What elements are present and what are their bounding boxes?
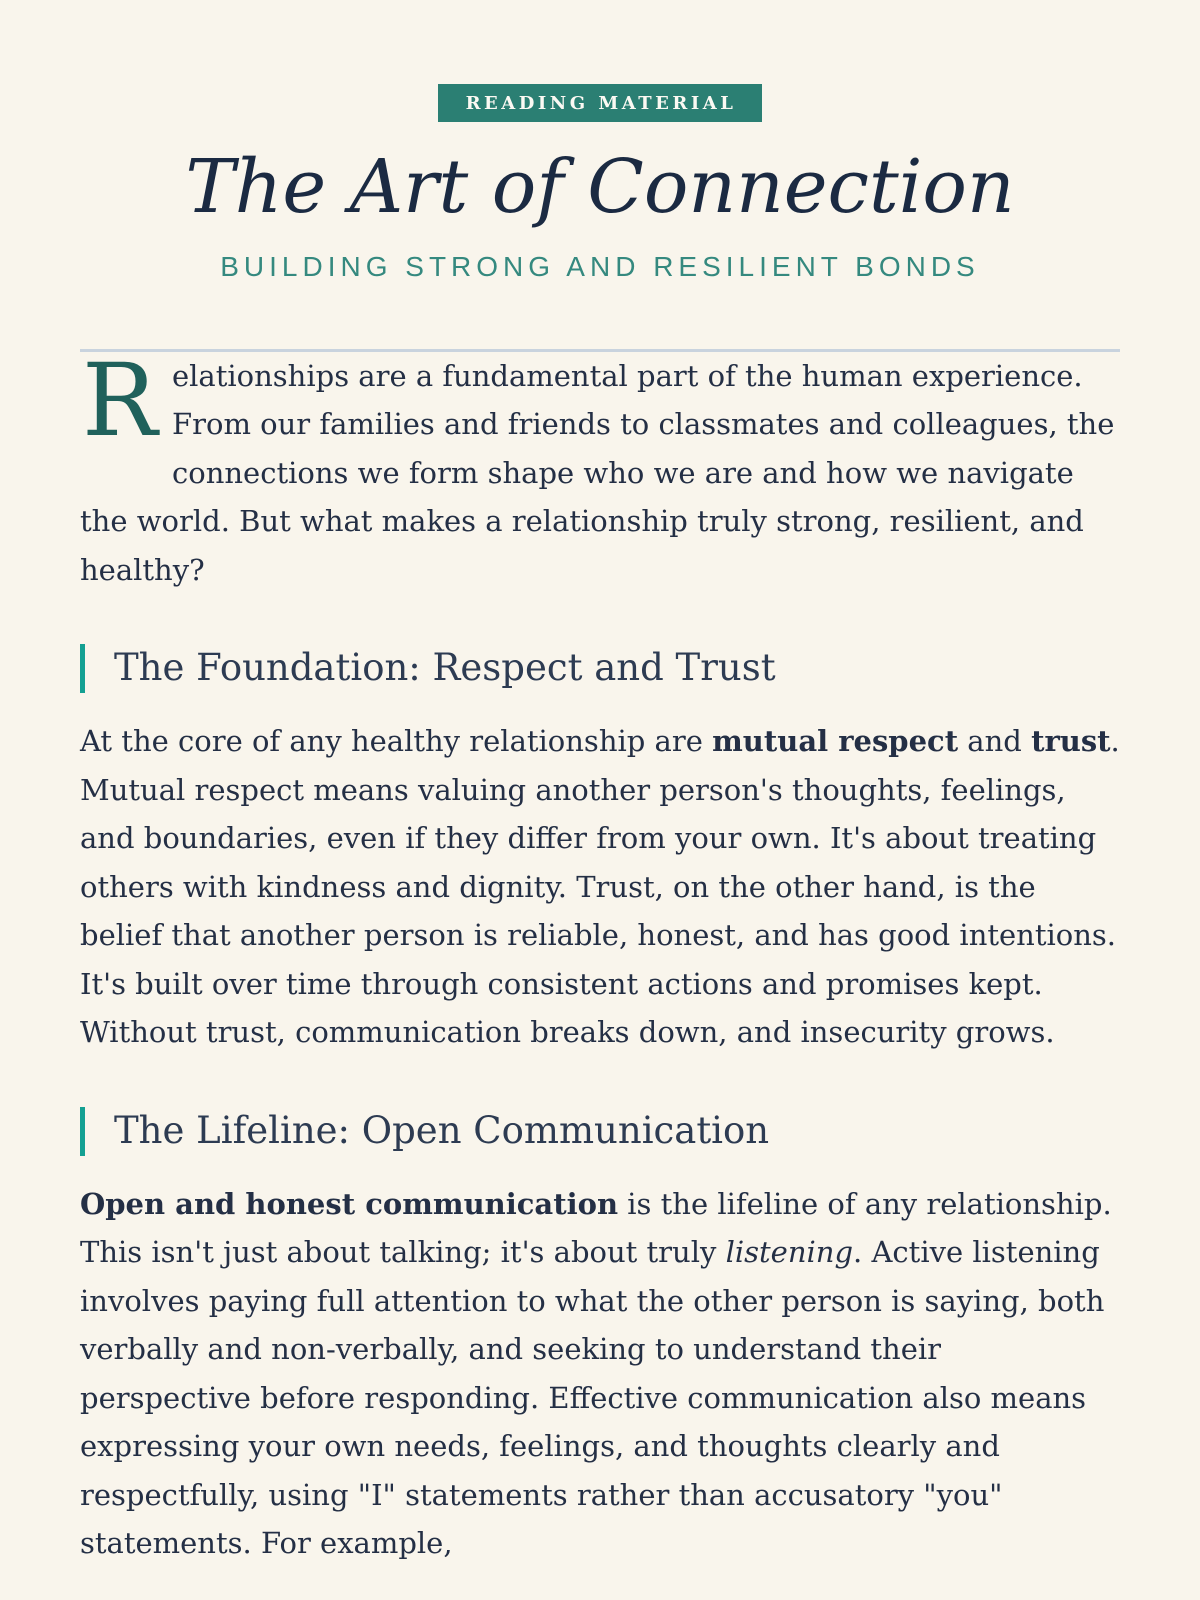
section-paragraph-foundation: At the core of any healthy relationship are mutual respect and trust. Mutual respect means valuing another person's thoughts, feelings, and boundaries, even if they differ from your own. It's about treating others with kindness and dignity. Trust, on the other hand, is the belief that another person is reliable, honest, and has good intentions. It's built over time through consistent actions and promises kept. Without trust, communication breaks down, and insecurity grows. [80, 724, 1120, 1050]
heading-accent-bar [80, 644, 85, 693]
category-badge: READING MATERIAL [438, 84, 763, 122]
heading-accent-bar [80, 1107, 85, 1156]
intro-text: elationships are a fundamental part of the human experience. From our families and friends to classmates and colleagues, the connections we form shape who we are and how we navigate the world. But what makes a relationship truly strong, resilient, and healthy? [80, 358, 1115, 587]
badge-row [80, 84, 1120, 122]
section-heading-communication [80, 1107, 1120, 1156]
section-heading-text: The Foundation: Respect and Trust [114, 646, 776, 690]
section-paragraph-communication: Open and honest communication is the lifeline of any relationship. This isn't just about talking; it's about truly listening. Active listening involves paying full attention to what the other person is saying, both verbally and non-verbally, and seeking to understand their perspective before responding. Effective communication also means expressing your own needs, feelings, and thoughts clearly and respectfully, using "I" statements rather than accusatory "you" statements. For example, [80, 1186, 1112, 1561]
page-subtitle: BUILDING STRONG AND RESILIENT BONDS [220, 250, 980, 282]
page-title: The Art of Connection [185, 144, 1015, 230]
section-heading-foundation [80, 644, 1120, 693]
section-communication [80, 1107, 1120, 1568]
intro-paragraph [80, 341, 1120, 595]
section-foundation [80, 644, 1120, 1056]
section-heading-text: The Lifeline: Open Communication [114, 1108, 770, 1152]
dropcap-letter: R [82, 341, 158, 459]
